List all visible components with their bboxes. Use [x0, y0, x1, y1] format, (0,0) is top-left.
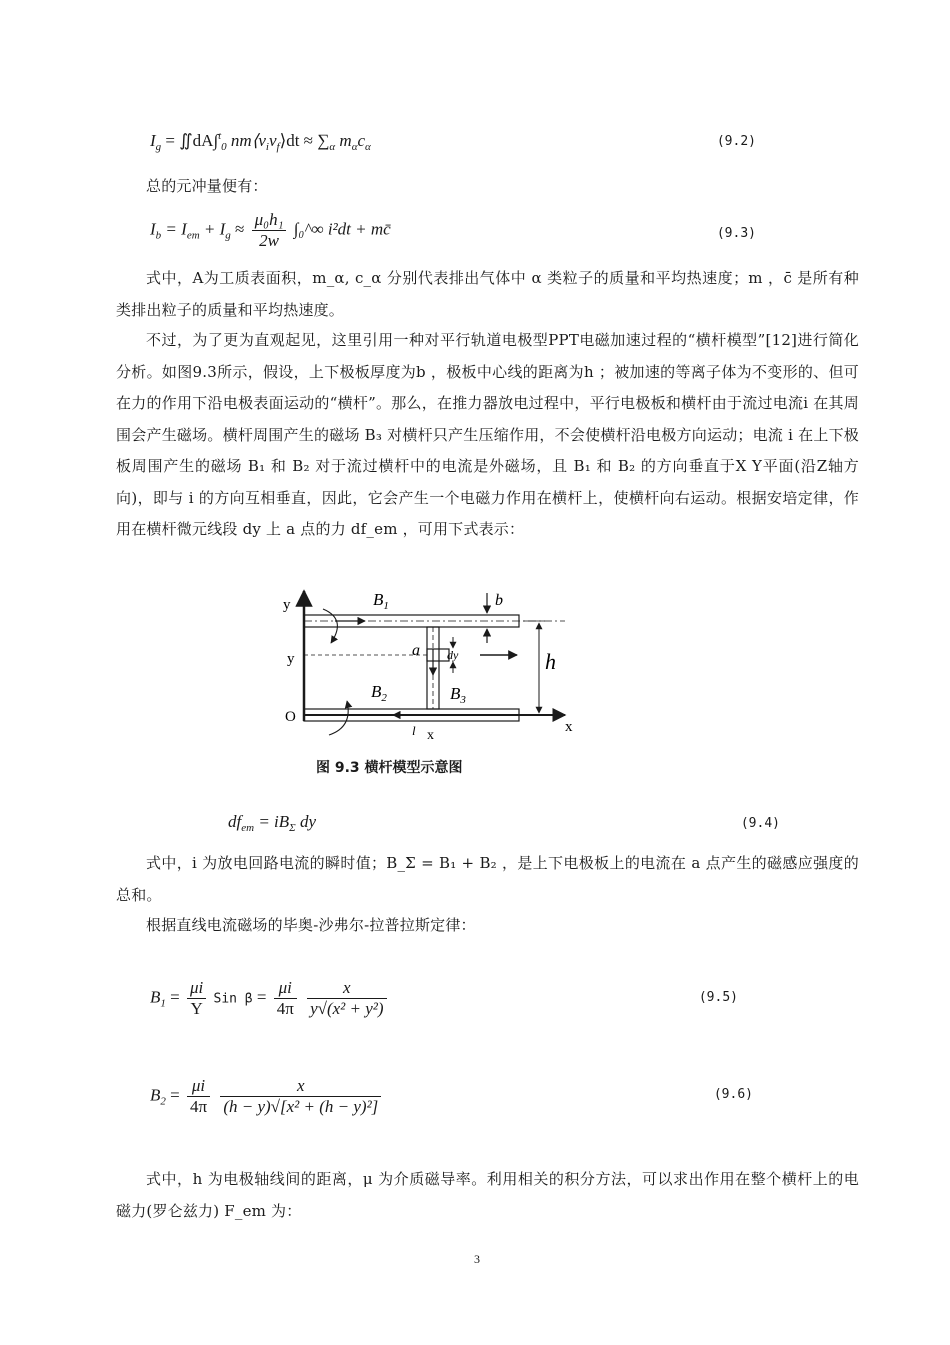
equation-number-9-2: (9.2) — [716, 134, 756, 149]
label-h: h — [545, 649, 556, 674]
label-B3: $B_3$ — [450, 684, 466, 706]
label-b: b — [495, 592, 503, 609]
equation-9-6: $B_2$ = $\frac{\mu i}{4\pi}$ $\frac{x}{\text{(h − y)√[x² + (h − y)²]}}$ — [150, 1076, 384, 1117]
label-B1: $B_1$ — [373, 590, 389, 612]
text-total-impulse: 总的元冲量便有： — [146, 177, 268, 195]
paragraph-current: 式中，i 为放电回路电流的瞬时值；B_Σ = B₁ + B₂ ，是上下电极板上的电流在 a 点产生的磁感应强度的总和。 — [116, 854, 859, 904]
paragraph-biot-savart: 根据直线电流磁场的毕奥-沙弗尔-拉普拉斯定律： — [146, 916, 476, 934]
equation-number-9-4: (9.4) — [740, 816, 780, 831]
label-origin: O — [285, 709, 296, 725]
paragraph-lorentz-force: 式中，h 为电极轴线间的距离，μ 为介质磁导率。利用相关的积分方法，可以求出作用在整个横杆上的电磁力(罗仑兹力) F_em 为： — [116, 1170, 859, 1220]
equation-9-4: $df_{em} = iB_\Sigma$ dy — [228, 812, 316, 834]
crossbar-model-figure — [275, 587, 595, 747]
equation-9-3: $I_b = I_{em} + I_g$ ≈ $\frac{\text{μ₀h₁}}{2w}$ ∫₀^∞ i²dt + mc̄ — [150, 210, 391, 250]
paragraph-crossbar-model: 不过，为了更为直观起见，这里引用一种对平行轨道电极型PPT电磁加速过程的“横杆模型”[12]进行简化分析。如图9.3所示，假设，上下极板厚度为b ，极板中心线的距离为h ；被加速的等离子体为不变形的、但可在力的作用下沿电极表面运动的“横杆”。那么，在推力器放电过程中，平行电极板和横杆由于流过电流i 在其周围会产生磁场。横杆周围产生的磁场 B₃ 对横杆只产生压缩作用，不会使横杆沿电极方向运动；电流 i 在上下极板周围产生的磁场 B₁ 和 B₂ 对于流过横杆中的电流是外磁场，且 B₁ 和 B₂ 的方向垂直于X Y平面(沿Z轴方向)，即与 i 的方向互相垂直，因此，它会产生一个电磁力作用在横杆上，使横杆向右运动。根据安培定律，作用在横杆微元线段 dy 上 a 点的力 df_em ，可用下式表示： — [116, 331, 859, 538]
equation-number-9-5: (9.5) — [698, 990, 738, 1005]
equation-9-2: $I_g$ = ∬dA∫$^t_0$ $nm⟨v_iv_f⟩dt \approx \sum_\alpha$ $m_\alpha c_\alpha$ — [150, 130, 371, 153]
label-y-mid: y — [287, 651, 295, 667]
paragraph-symbols: 式中，A为工质表面积，m_α, c_α 分别代表排出气体中 α 类粒子的质量和平均热速度；m ，c̄ 是所有种类排出粒子的质量和平均热速度。 — [116, 269, 859, 319]
label-x-below: x — [427, 728, 434, 743]
label-dy: dy — [447, 648, 459, 662]
equation-9-5: $B_1$ = $\frac{\mu i}{Y}$ Sin β = $\frac{\mu i}{4\pi}$ $\frac{x}{\text{y√(x² + y²)}}$ — [150, 978, 390, 1019]
label-l: l — [412, 723, 416, 738]
label-a: a — [412, 642, 420, 659]
page-number: 3 — [474, 1252, 480, 1266]
label-B2: $B_2$ — [371, 682, 387, 704]
dy-element — [427, 649, 449, 661]
label-x-axis: x — [565, 719, 573, 735]
equation-number-9-3: (9.3) — [716, 226, 756, 241]
label-y-top: y — [283, 597, 291, 613]
figure-caption: 图 9.3 横杆模型示意图 — [316, 760, 463, 776]
equation-number-9-6: (9.6) — [713, 1087, 753, 1102]
